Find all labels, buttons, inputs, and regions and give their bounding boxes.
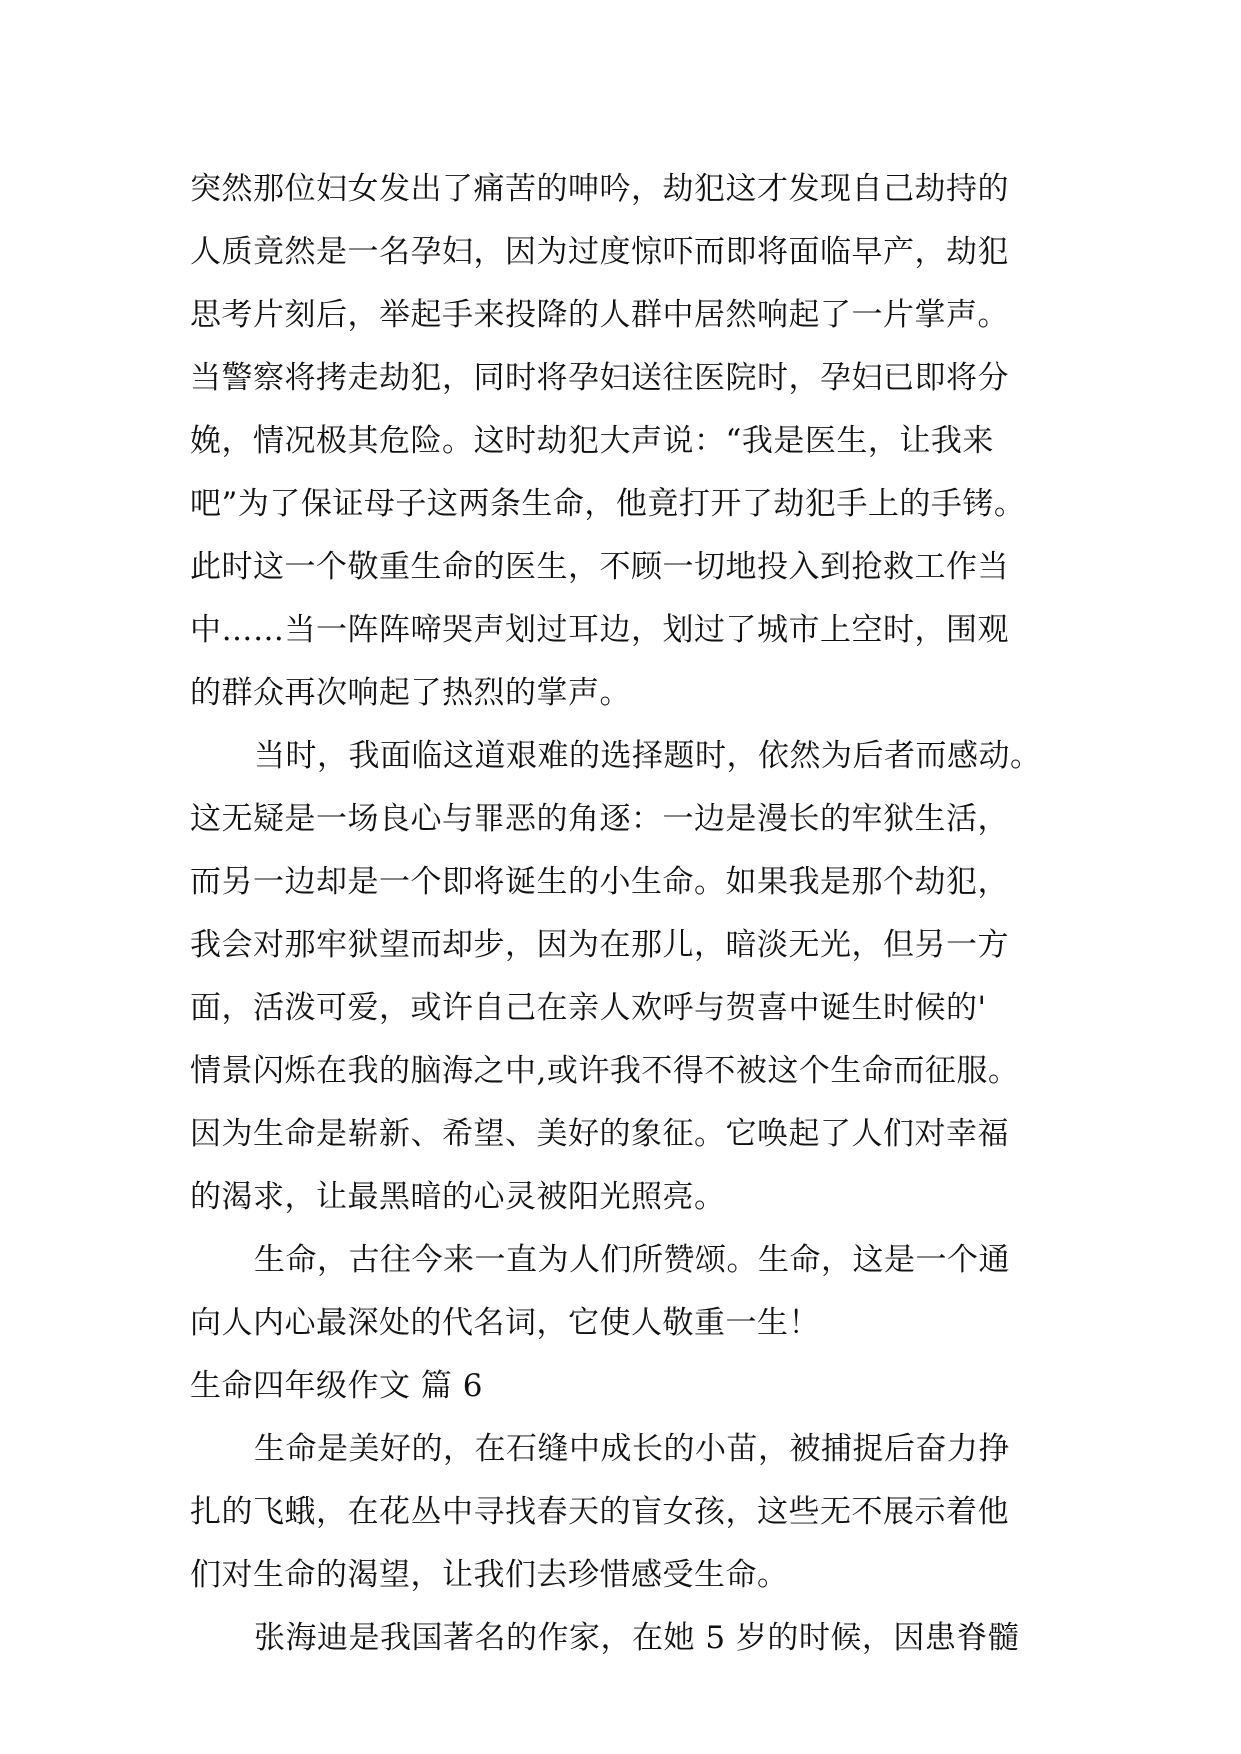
text-line: 吧”为了保证母子这两条生命，他竟打开了劫犯手上的手铐。 xyxy=(190,486,1026,522)
text-line: 向人内心最深处的代名词，它使人敬重一生！ xyxy=(190,1305,820,1341)
section-heading: 生命四年级作文 篇 6 xyxy=(190,1368,483,1404)
text-line: 面，活泼可爱，或许自己在亲人欢呼与贺喜中诞生时候的' xyxy=(190,990,987,1026)
text-line: 这无疑是一场良心与罪恶的角逐：一边是漫长的牢狱生活， xyxy=(190,801,1009,837)
text-line: 当警察将拷走劫犯，同时将孕妇送往医院时，孕妇已即将分 xyxy=(190,360,1009,396)
text-line: 我会对那牢狱望而却步，因为在那儿，暗淡无光，但另一方 xyxy=(190,927,1009,963)
text-line: 人质竟然是一名孕妇，因为过度惊吓而即将面临早产，劫犯 xyxy=(190,234,1009,270)
paragraph-start-line: 生命，古往今来一直为人们所赞颂。生命，这是一个通 xyxy=(254,1242,1010,1278)
text-line: 突然那位妇女发出了痛苦的呻吟，劫犯这才发现自己劫持的 xyxy=(190,171,1009,207)
text-line: 的渴求，让最黑暗的心灵被阳光照亮。 xyxy=(190,1179,726,1215)
text-line: 此时这一个敬重生命的医生，不顾一切地投入到抢救工作当 xyxy=(190,549,1009,585)
paragraph-start-line: 生命是美好的，在石缝中成长的小苗，被捕捉后奋力挣 xyxy=(254,1431,1010,1467)
text-line: 而另一边却是一个即将诞生的小生命。如果我是那个劫犯， xyxy=(190,864,1009,900)
text-line: 娩，情况极其危险。这时劫犯大声说：“我是医生，让我来 xyxy=(190,423,994,459)
text-line: 思考片刻后，举起手来投降的人群中居然响起了一片掌声。 xyxy=(190,297,1009,333)
paragraph-start-line: 张海迪是我国著名的作家，在她 5 岁的时候，因患脊髓 xyxy=(254,1620,1020,1656)
text-line: 中……当一阵阵啼哭声划过耳边，划过了城市上空时，围观 xyxy=(190,612,1009,648)
text-line: 们对生命的渴望，让我们去珍惜感受生命。 xyxy=(190,1557,789,1593)
paragraph-start-line: 当时，我面临这道艰难的选择题时，依然为后者而感动。 xyxy=(254,738,1042,774)
document-body xyxy=(190,158,1070,1670)
text-line: 因为生命是崭新、希望、美好的象征。它唤起了人们对幸福 xyxy=(190,1116,1009,1152)
text-line: 情景闪烁在我的脑海之中,或许我不得不被这个生命而征服。 xyxy=(190,1053,1020,1089)
text-line: 的群众再次响起了热烈的掌声。 xyxy=(190,675,631,711)
text-line: 扎的飞蛾，在花丛中寻找春天的盲女孩，这些无不展示着他 xyxy=(190,1494,1009,1530)
